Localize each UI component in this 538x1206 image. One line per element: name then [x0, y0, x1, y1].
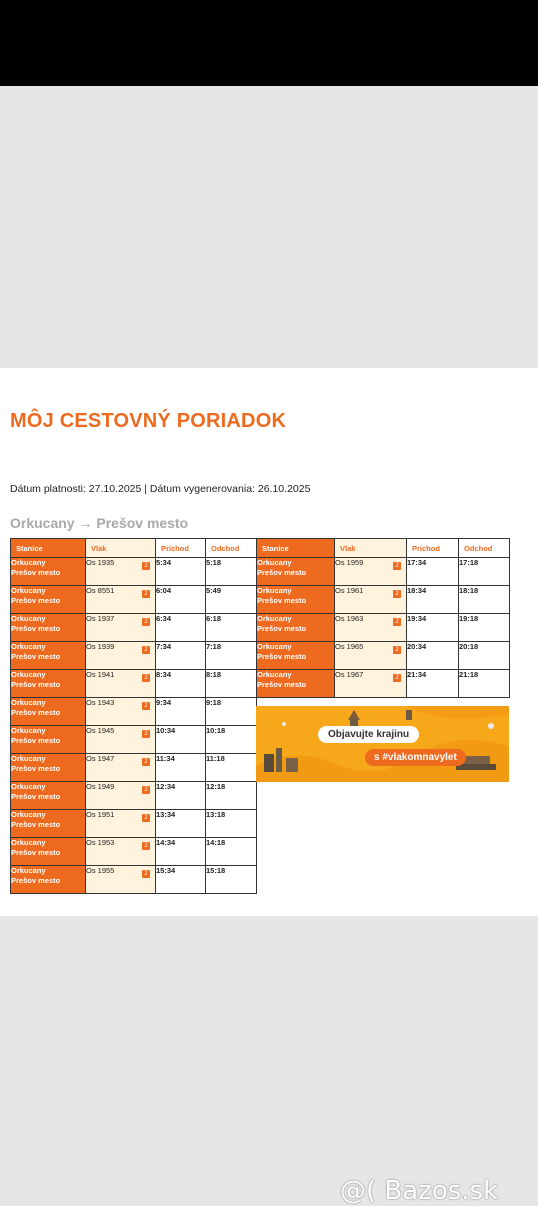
arrival-time: 9:34: [156, 698, 172, 707]
arrival-time: 10:34: [156, 726, 176, 735]
table-header-row: [11, 539, 257, 558]
arrival-cell: [407, 614, 459, 642]
train-number: Os 8551: [86, 586, 115, 595]
table-row: [257, 558, 510, 586]
departure-time: 5:18: [206, 558, 222, 567]
station-to: Prešov mesto: [11, 792, 61, 801]
train-cell[interactable]: [86, 642, 156, 670]
second-class-badge: 2: [142, 702, 150, 710]
column-header-arrival: Príchod: [156, 539, 206, 558]
departure-time: 7:18: [206, 642, 222, 651]
departure-cell: [459, 670, 510, 698]
train-number: Os 1951: [86, 810, 115, 819]
table-row: [11, 866, 257, 894]
table-row: [11, 698, 257, 726]
station-to: Prešov mesto: [11, 876, 61, 885]
departure-cell: [206, 586, 257, 614]
arrival-time: 19:34: [407, 614, 427, 623]
train-number: Os 1955: [86, 866, 115, 875]
station-cell: [257, 614, 335, 642]
train-cell[interactable]: [86, 726, 156, 754]
station-cell: [257, 558, 335, 586]
train-cell[interactable]: [86, 754, 156, 782]
station-cell: [11, 866, 86, 894]
arrival-time: 18:34: [407, 586, 427, 595]
station-cell: [11, 810, 86, 838]
station-to: Prešov mesto: [11, 652, 61, 661]
table-header-row: [257, 539, 510, 558]
arrival-cell: [407, 558, 459, 586]
arrival-time: 14:34: [156, 838, 176, 847]
table-row: [257, 614, 510, 642]
station-to: Prešov mesto: [11, 764, 61, 773]
column-header-station: Stanice: [11, 539, 86, 558]
station-from: Orkucany: [257, 670, 292, 679]
station-from: Orkucany: [11, 670, 46, 679]
train-number: Os 1939: [86, 642, 115, 651]
banner-hashtag: s #vlakomnavylet: [365, 749, 466, 766]
arrival-cell: [156, 614, 206, 642]
second-class-badge: 2: [142, 786, 150, 794]
second-class-badge: 2: [393, 646, 401, 654]
second-class-badge: 2: [393, 674, 401, 682]
departure-time: 6:18: [206, 614, 222, 623]
station-from: Orkucany: [11, 726, 46, 735]
train-cell[interactable]: [86, 866, 156, 894]
route-heading: Orkucany → Prešov mesto: [10, 515, 189, 531]
train-cell[interactable]: [86, 810, 156, 838]
departure-time: 5:49: [206, 586, 222, 595]
departure-cell: [206, 810, 257, 838]
station-cell: [11, 670, 86, 698]
train-cell[interactable]: [86, 558, 156, 586]
train-number: Os 1941: [86, 670, 115, 679]
second-class-badge: 2: [142, 758, 150, 766]
table-row: [11, 838, 257, 866]
station-from: Orkucany: [257, 558, 292, 567]
train-cell[interactable]: [86, 838, 156, 866]
station-from: Orkucany: [11, 698, 46, 707]
station-from: Orkucany: [11, 642, 46, 651]
departure-cell: [206, 838, 257, 866]
departure-time: 14:18: [206, 838, 226, 847]
second-class-badge: 2: [142, 730, 150, 738]
timetable-left: [10, 538, 257, 894]
station-to: Prešov mesto: [11, 568, 61, 577]
table-row: [11, 782, 257, 810]
train-cell[interactable]: [86, 614, 156, 642]
departure-time: 9:18: [206, 698, 222, 707]
arrival-time: 21:34: [407, 670, 427, 679]
second-class-badge: 2: [142, 674, 150, 682]
second-class-badge: 2: [142, 842, 150, 850]
station-from: Orkucany: [11, 782, 46, 791]
second-class-badge: 2: [142, 618, 150, 626]
arrival-cell: [156, 726, 206, 754]
arrival-time: 11:34: [156, 754, 175, 763]
table-row: [11, 810, 257, 838]
arrival-time: 13:34: [156, 810, 176, 819]
station-cell: [257, 586, 335, 614]
departure-time: 15:18: [206, 866, 226, 875]
table-row: [11, 558, 257, 586]
arrival-time: 12:34: [156, 782, 176, 791]
station-to: Prešov mesto: [11, 624, 61, 633]
column-header-train: Vlak: [86, 539, 156, 558]
train-number: Os 1945: [86, 726, 115, 735]
second-class-badge: 2: [393, 562, 401, 570]
train-number: Os 1935: [86, 558, 115, 567]
second-class-badge: 2: [142, 646, 150, 654]
station-from: Orkucany: [11, 810, 46, 819]
departure-cell: [206, 642, 257, 670]
column-header-departure: Odchod: [459, 539, 510, 558]
departure-cell: [459, 614, 510, 642]
arrival-time: 6:04: [156, 586, 172, 595]
second-class-badge: 2: [393, 590, 401, 598]
arrival-time: 17:34: [407, 558, 427, 567]
train-number: Os 1959: [335, 558, 364, 567]
status-bar: [0, 0, 538, 86]
station-cell: [11, 558, 86, 586]
station-cell: [11, 726, 86, 754]
arrival-cell: [407, 586, 459, 614]
arrival-cell: [156, 558, 206, 586]
departure-cell: [206, 614, 257, 642]
station-to: Prešov mesto: [11, 848, 61, 857]
train-cell[interactable]: [86, 670, 156, 698]
station-to: Prešov mesto: [11, 708, 61, 717]
station-cell: [257, 642, 335, 670]
departure-time: 8:18: [206, 670, 222, 679]
departure-cell: [206, 726, 257, 754]
column-header-departure: Odchod: [206, 539, 257, 558]
arrival-cell: [407, 642, 459, 670]
arrival-cell: [156, 670, 206, 698]
station-from: Orkucany: [257, 586, 292, 595]
table-row: [11, 670, 257, 698]
station-to: Prešov mesto: [257, 652, 307, 661]
departure-time: 13:18: [206, 810, 226, 819]
train-number: Os 1953: [86, 838, 115, 847]
arrival-time: 5:34: [156, 558, 172, 567]
station-from: Orkucany: [11, 614, 46, 623]
table-row: [257, 670, 510, 698]
second-class-badge: 2: [142, 590, 150, 598]
arrival-time: 6:34: [156, 614, 172, 623]
page-title: MÔJ CESTOVNÝ PORIADOK: [10, 410, 287, 432]
departure-time: 17:18: [459, 558, 479, 567]
station-to: Prešov mesto: [257, 680, 307, 689]
station-from: Orkucany: [11, 838, 46, 847]
promo-banner[interactable]: [256, 706, 509, 782]
departure-time: 12:18: [206, 782, 226, 791]
departure-time: 10:18: [206, 726, 226, 735]
arrival-cell: [156, 838, 206, 866]
table-row: [257, 642, 510, 670]
banner-headline: Objavujte krajinu: [318, 726, 419, 743]
arrival-cell: [156, 586, 206, 614]
arrival-time: 7:34: [156, 642, 172, 651]
arrival-cell: [156, 642, 206, 670]
station-cell: [11, 754, 86, 782]
train-number: Os 1949: [86, 782, 115, 791]
station-cell: [257, 670, 335, 698]
departure-time: 20:18: [459, 642, 479, 651]
departure-cell: [206, 698, 257, 726]
train-cell[interactable]: [335, 614, 407, 642]
train-cell[interactable]: [86, 586, 156, 614]
station-to: Prešov mesto: [257, 596, 307, 605]
train-number: Os 1947: [86, 754, 115, 763]
departure-cell: [459, 558, 510, 586]
table-row: [11, 614, 257, 642]
departure-cell: [459, 586, 510, 614]
station-to: Prešov mesto: [257, 624, 307, 633]
train-cell[interactable]: [86, 698, 156, 726]
arrival-time: 8:34: [156, 670, 172, 679]
departure-time: 18:18: [459, 586, 479, 595]
train-number: Os 1967: [335, 670, 364, 679]
station-cell: [11, 782, 86, 810]
bazos-watermark: @( Bazos.sk: [340, 1176, 499, 1206]
column-header-arrival: Príchod: [407, 539, 459, 558]
train-number: Os 1965: [335, 642, 364, 651]
departure-cell: [206, 782, 257, 810]
arrival-cell: [156, 754, 206, 782]
table-row: [257, 586, 510, 614]
table-row: [11, 586, 257, 614]
station-cell: [11, 698, 86, 726]
second-class-badge: 2: [393, 618, 401, 626]
arrival-cell: [156, 782, 206, 810]
banner-landscape-illustration: [256, 706, 509, 782]
train-cell[interactable]: [335, 586, 407, 614]
station-from: Orkucany: [11, 754, 46, 763]
station-from: Orkucany: [11, 558, 46, 567]
table-row: [11, 726, 257, 754]
column-header-train: Vlak: [335, 539, 407, 558]
departure-cell: [459, 642, 510, 670]
station-to: Prešov mesto: [11, 680, 61, 689]
second-class-badge: 2: [142, 814, 150, 822]
departure-time: 11:18: [206, 754, 225, 763]
arrival-cell: [156, 698, 206, 726]
table-row: [11, 642, 257, 670]
arrival-cell: [156, 866, 206, 894]
station-from: Orkucany: [257, 614, 292, 623]
departure-time: 19:18: [459, 614, 479, 623]
table-row: [11, 754, 257, 782]
second-class-badge: 2: [142, 870, 150, 878]
station-cell: [11, 614, 86, 642]
station-cell: [11, 586, 86, 614]
train-number: Os 1937: [86, 614, 115, 623]
station-to: Prešov mesto: [11, 820, 61, 829]
station-from: Orkucany: [11, 866, 46, 875]
arrival-time: 20:34: [407, 642, 427, 651]
arrival-cell: [156, 810, 206, 838]
arrival-cell: [407, 670, 459, 698]
departure-time: 21:18: [459, 670, 479, 679]
second-class-badge: 2: [142, 562, 150, 570]
station-from: Orkucany: [11, 586, 46, 595]
departure-cell: [206, 558, 257, 586]
train-cell[interactable]: [86, 782, 156, 810]
arrival-time: 15:34: [156, 866, 176, 875]
train-cell[interactable]: [335, 670, 407, 698]
station-to: Prešov mesto: [11, 736, 61, 745]
train-number: Os 1943: [86, 698, 115, 707]
departure-cell: [206, 670, 257, 698]
station-cell: [11, 642, 86, 670]
column-header-station: Stanice: [257, 539, 335, 558]
validity-dates: Dátum platnosti: 27.10.2025 | Dátum vygenerovania: 26.10.2025: [10, 483, 311, 495]
station-cell: [11, 838, 86, 866]
departure-cell: [206, 866, 257, 894]
station-to: Prešov mesto: [11, 596, 61, 605]
train-number: Os 1961: [335, 586, 364, 595]
train-number: Os 1963: [335, 614, 364, 623]
train-cell[interactable]: [335, 558, 407, 586]
departure-cell: [206, 754, 257, 782]
timetable-right: [256, 538, 510, 698]
station-to: Prešov mesto: [257, 568, 307, 577]
station-from: Orkucany: [257, 642, 292, 651]
train-cell[interactable]: [335, 642, 407, 670]
